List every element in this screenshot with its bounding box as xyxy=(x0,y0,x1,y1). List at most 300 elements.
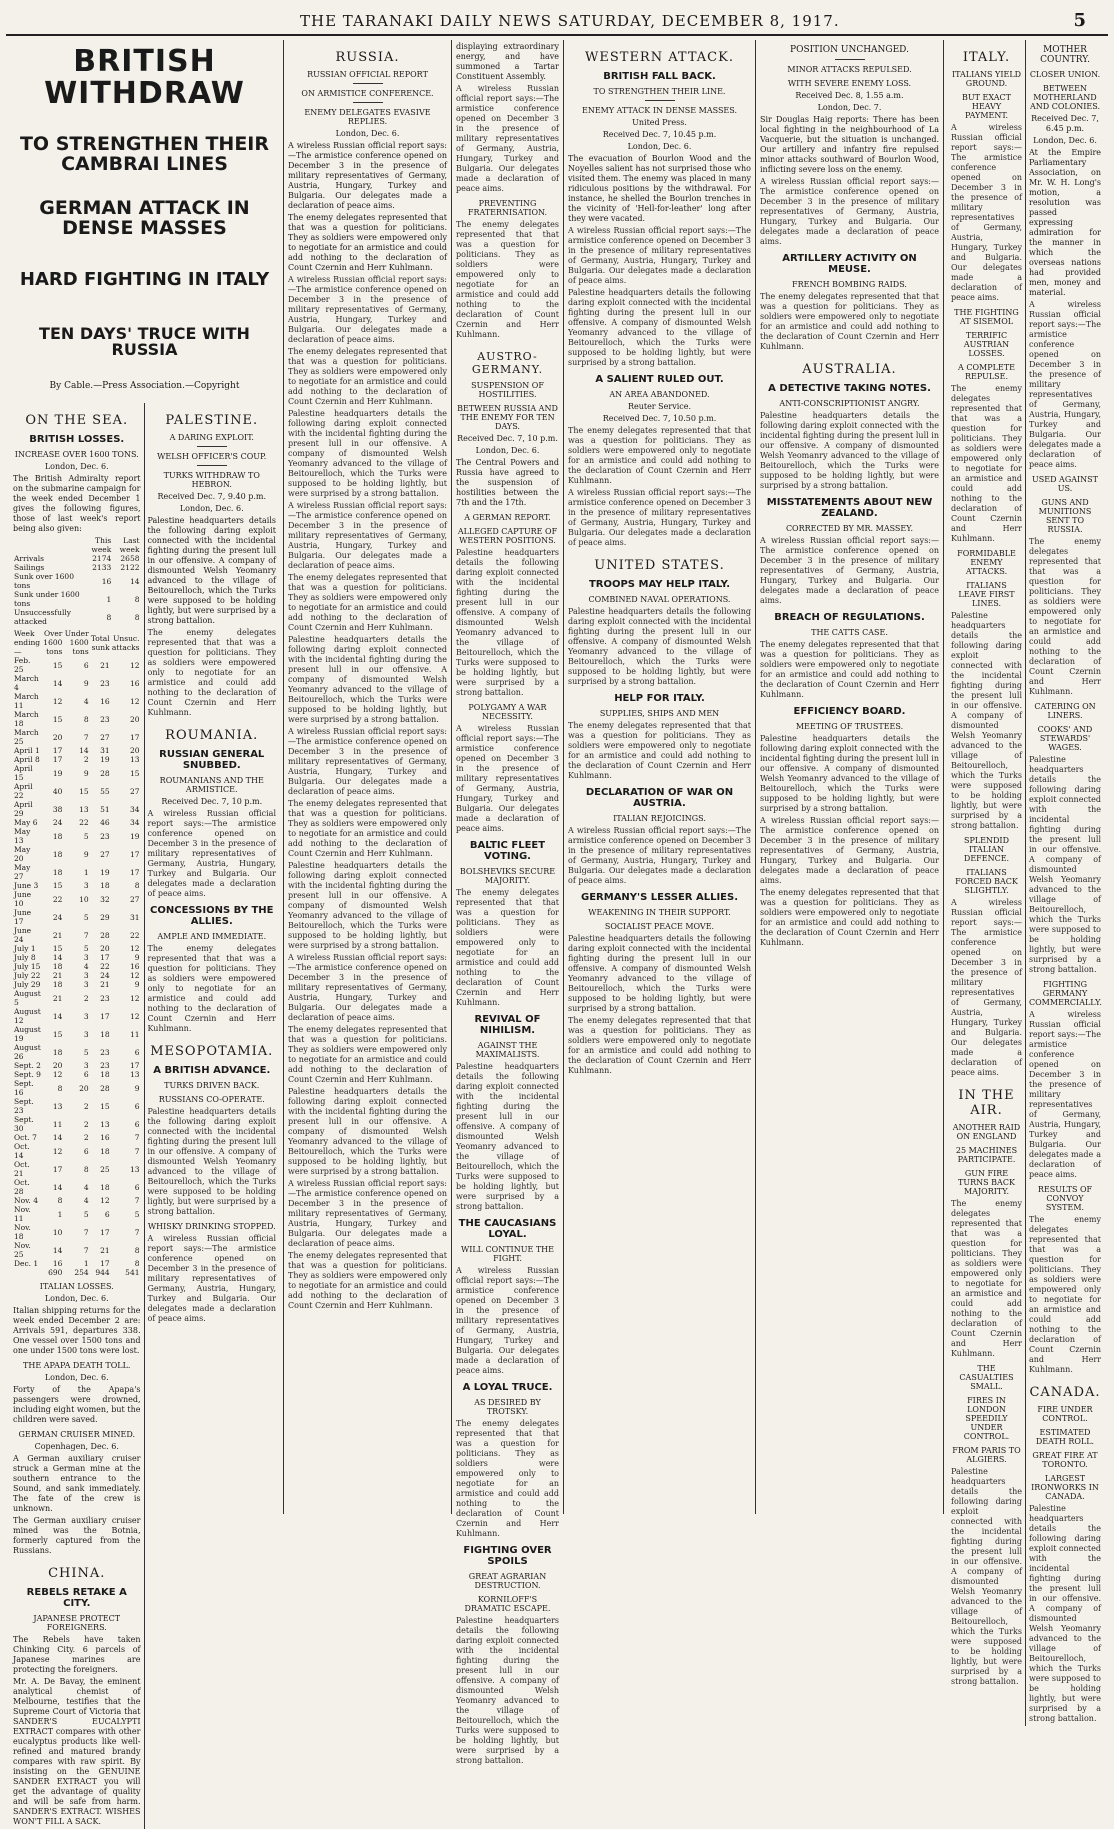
kornilof-heading: KORNILOFF'S DRAMATIC ESCAPE. xyxy=(464,1595,551,1613)
whisky-heading: WHISKY DRINKING STOPPED. xyxy=(147,1222,276,1232)
table-cell: 19 xyxy=(100,755,110,765)
breach-heading: BREACH OF REGULATIONS. xyxy=(774,612,925,623)
austro-germany-heading: AUSTRO-GERMANY. xyxy=(471,350,544,376)
received-line: Received Dec. 8, 1.55 a.m. xyxy=(795,91,904,100)
table-cell: 8 xyxy=(57,1083,63,1093)
rebels-heading: REBELS RETAKE A CITY. xyxy=(26,1587,127,1610)
dateline: London, Dec. 6. xyxy=(44,462,109,472)
article-body: The enemy delegates represented that that was a question for politicians. They as soldiers were empowered only to negotiate for an armistice and could add nothing to the declaration of Count Czernin and Herr Kuhlmann. xyxy=(288,799,447,858)
table-cell: 23 xyxy=(100,678,110,688)
welsh-heading: WELSH OFFICER'S COUP. xyxy=(157,452,267,462)
table-cell: 7 xyxy=(83,1245,89,1255)
column-2 xyxy=(284,40,452,1514)
article-body: Palestine headquarters details the following daring exploit connected with the incidental fighting during the present lull in our offensive. A company of dismounted Welsh Yeomanry advanced to the village of Beitourelloch, which the Turks were supposed to be holding lightly, but were surprised by a strong battalion. xyxy=(1029,1504,1101,1723)
conference-heading: ON ARMISTICE CONFERENCE. xyxy=(301,89,434,98)
received-line: Received Dec. 7, 10 p.m. xyxy=(161,797,263,807)
turks-back-heading: TURKS DRIVEN BACK. xyxy=(164,1081,260,1091)
table-cell: 20 xyxy=(129,746,140,756)
article-body: Palestine headquarters details the following daring exploit connected with the incidental fighting during the present lull in our offensive. A company of dismounted Welsh Yeomanry advanced to the village of Beitourelloch, which the Turks were supposed to be holding lightly, but were surprised by a strong battalion. xyxy=(568,934,751,1013)
table-cell: Sailings xyxy=(14,563,45,573)
caucasians-heading: THE CAUCASIANS LOYAL. xyxy=(458,1218,557,1240)
ten-days-heading: BETWEEN RUSSIA AND THE ENEMY FOR TEN DAYS. xyxy=(457,404,558,431)
table-row xyxy=(13,554,141,563)
enemy-attack-heading: ENEMY ATTACK IN DENSE MASSES. xyxy=(581,106,738,115)
table-cell: 7 xyxy=(134,1133,140,1143)
table-cell: 1 xyxy=(57,1209,63,1219)
table-cell: 15 xyxy=(52,1029,63,1039)
closer-heading: CLOSER UNION. xyxy=(1029,70,1101,79)
table-row xyxy=(13,1241,141,1259)
table-row xyxy=(13,728,141,746)
article-body: A wireless Russian official report says:—The armistice conference opened on December 3 in the presence of military representatives of Germany, Austria, Hungary, Turkey and Bulgaria. Our delegates made a declaration of peace aims. xyxy=(288,501,447,570)
table-cell: 8 xyxy=(83,1164,89,1174)
table-cell: Dec. 1 xyxy=(14,1259,39,1269)
table-cell: April 8 xyxy=(14,755,40,765)
corrected-heading: CORRECTED BY MR. MASSEY. xyxy=(785,524,914,533)
article-body: The enemy delegates represented that that was a question for politicians. They as soldiers were empowered only to negotiate for an armistice and could add nothing to the declaration of Count Czernin and Herr Kuhlmann. xyxy=(951,384,1022,543)
table-cell: 22 xyxy=(52,894,63,904)
loyal-truce-heading: A LOYAL TRUCE. xyxy=(462,1382,553,1393)
table-cell: 32 xyxy=(100,894,110,904)
table-cell: 28 xyxy=(100,1083,110,1093)
table-cell: Feb. 25 xyxy=(14,656,31,675)
table-cell: 23 xyxy=(100,714,110,724)
table-cell: 31 xyxy=(129,912,140,922)
table-cell: Oct. 14 xyxy=(14,1142,30,1161)
severe-heading: WITH SEVERE ENEMY LOSS. xyxy=(787,79,912,88)
table-cell: 9 xyxy=(134,1083,140,1093)
salient-heading: A SALIENT RULED OUT. xyxy=(595,374,724,385)
table-cell: Sept. 16 xyxy=(14,1079,34,1098)
column-1 xyxy=(6,40,284,1827)
position-body: Sir Douglas Haig reports: There has been local fighting in the neighbourhood of La Vacquerie, but the situation is unchanged. Our artillery and infantry fire repulsed minor attacks southward of Bourlon Wood, inflicting severe loss on the enemy. xyxy=(760,115,939,174)
article-body: A wireless Russian official report says:—The armistice conference opened on December 3 in the presence of military representatives of Germany, Austria, Hungary, Turkey and Bulgaria. Our delegates made a declaration of peace aims. xyxy=(147,1234,276,1324)
table-header-cell: This week xyxy=(91,536,112,555)
column-3 xyxy=(452,40,564,1765)
table-row xyxy=(13,1205,141,1223)
table-cell: July 1 xyxy=(14,944,36,954)
article-body: Palestine headquarters details the following daring exploit connected with the incidental fighting during the present lull in our offensive. A company of dismounted Welsh Yeomanry advanced to the village of Beitourelloch, which the Turks were supposed to be holding lightly, but were surprised by a strong battalion. xyxy=(760,411,939,490)
article-body: A wireless Russian official report says:—The armistice conference opened on December 3 in the presence of military representatives of Germany, Austria, Hungary, Turkey and Bulgaria. Our delegates made a declaration of peace aims. xyxy=(760,816,939,885)
table-cell: 15 xyxy=(100,1101,110,1111)
agrarian-heading: GREAT AGRARIAN DESTRUCTION. xyxy=(468,1572,547,1590)
table-cell: 2174 xyxy=(92,554,112,564)
article-body: Palestine headquarters details the following daring exploit connected with the incidental fighting during the present lull in our offensive. A company of dismounted Welsh Yeomanry advanced to the village of Beitourelloch, which the Turks were supposed to be holding lightly, but were surprised by a strong battalion. xyxy=(288,1087,447,1176)
table-cell: 12 xyxy=(129,944,140,954)
table-row xyxy=(13,710,141,728)
table-cell: April 1 xyxy=(14,746,40,756)
banner-headline-4: HARD FIGHTING IN ITALY xyxy=(19,268,270,290)
table-cell: 24 xyxy=(52,912,63,922)
bolsheviks-heading: BOLSHEVIKS SECURE MAJORITY. xyxy=(459,867,556,885)
table-cell: August 26 xyxy=(14,1043,41,1062)
losses-heading: BRITISH LOSSES. xyxy=(29,434,125,446)
table-cell: 23 xyxy=(100,1047,110,1057)
table-cell: 8 xyxy=(134,1245,140,1255)
meeting-heading: MEETING OF TRUSTEES. xyxy=(795,722,904,731)
table-cell: 7 xyxy=(134,1146,140,1156)
table-cell: 5 xyxy=(134,1209,140,1219)
table-cell: 21 xyxy=(100,660,110,670)
abandoned-heading: AN AREA ABANDONED. xyxy=(609,390,710,399)
table-cell: 8 xyxy=(106,612,112,622)
article-body: A wireless Russian official report says:—The armistice conference opened on December 3 in the presence of military representatives of Germany, Austria, Hungary, Turkey and Bulgaria. Our delegates made a declaration of peace aims. xyxy=(951,898,1022,1077)
russia-heading: RUSSIA. xyxy=(335,50,400,65)
used-heading: USED AGAINST US. xyxy=(1032,475,1098,493)
table-cell: Oct. 21 xyxy=(14,1160,30,1179)
great-fire-heading: GREAT FIRE AT TORONTO. xyxy=(1032,1451,1098,1469)
russian-report-heading: RUSSIAN OFFICIAL REPORT xyxy=(307,70,428,79)
table-cell: 21 xyxy=(52,971,63,981)
table-cell: 6 xyxy=(134,1101,140,1111)
german-report-heading: A GERMAN REPORT. xyxy=(464,513,551,522)
table-header-cell: Total sunk xyxy=(90,633,110,652)
table-cell: 6 xyxy=(83,1070,89,1080)
losses-subheading: INCREASE OVER 1600 TONS. xyxy=(14,450,139,460)
italy-section xyxy=(948,40,1026,1726)
article-body: Palestine headquarters details the following daring exploit connected with the incidental fighting during the present lull in our offensive. A company of dismounted Welsh Yeomanry advanced to the village of Beitourelloch, which the Turks were supposed to be holding lightly, but were surprised by a strong battalion. xyxy=(951,1467,1022,1686)
table-cell: 15 xyxy=(129,768,140,778)
table-cell: 31 xyxy=(100,746,110,756)
table-cell: Unsuccessfully attacked xyxy=(14,608,72,627)
table-cell: 22 xyxy=(79,818,89,828)
table-row xyxy=(13,563,141,572)
apapa-body: Forty of the Apapa's passengers were drowned, including eight women, but the children were saved. xyxy=(13,1385,141,1425)
table-cell: 28 xyxy=(100,930,110,940)
table-cell: 2 xyxy=(83,1119,89,1129)
position-heading: POSITION UNCHANGED. xyxy=(790,45,909,55)
table-row xyxy=(13,746,141,755)
article-body: A wireless Russian official report says:—The armistice conference opened on December 3 in the presence of military representatives of Germany, Austria, Hungary, Turkey and Bulgaria. Our delegates made a declaration of peace aims. xyxy=(568,488,751,547)
table-cell: 9 xyxy=(134,953,140,963)
table-cell: 1 xyxy=(83,867,89,877)
china-heading: CHINA. xyxy=(48,1566,106,1582)
trotsky-heading: AS DESIRED BY TROTSKY. xyxy=(474,1398,541,1416)
table-cell: June 24 xyxy=(14,926,32,945)
table-cell: 690 xyxy=(48,1268,63,1278)
western-body: The evacuation of Bourlon Wood and the Noyelles salient has not surprised those who visited them. The enemy was placed in many ridiculous positions by the withdrawal. For instance, he shelled the Bourlon trenches in the vicinity of 'Hell-for-leather' long after they were vacated. xyxy=(568,154,751,223)
article-body: A wireless Russian official report says:—The armistice conference opened on December 3 in the presence of military representatives of Germany, Austria, Hungary, Turkey and Bulgaria. Our delegates made a declaration of peace aims. xyxy=(568,226,751,285)
table-row xyxy=(13,827,141,845)
lesser-allies-heading: GERMANY'S LESSER ALLIES. xyxy=(581,892,738,903)
table-cell: 14 xyxy=(79,746,89,756)
table-cell: 8 xyxy=(83,714,89,724)
article-body: Palestine headquarters details the following daring exploit connected with the incidental fighting during the present lull in our offensive. A company of dismounted Welsh Yeomanry advanced to the village of Beitourelloch, which the Turks were supposed to be holding lightly, but were surprised by a strong battalion. xyxy=(456,1062,559,1211)
masthead-rule xyxy=(6,34,1108,36)
article-body: Palestine headquarters details the following daring exploit connected with the incidental fighting during the present lull in our offensive. A company of dismounted Welsh Yeomanry advanced to the village of Beitourelloch, which the Turks were supposed to be holding lightly, but were surprised by a strong battalion. xyxy=(147,1107,276,1217)
suspension-heading: SUSPENSION OF HOSTILITIES. xyxy=(471,381,544,399)
death-roll-heading: ESTIMATED DEATH ROLL. xyxy=(1035,1428,1095,1446)
table-cell: Sept. 9 xyxy=(14,1070,41,1080)
received-line: Received Dec. 7, 9.40 p.m. xyxy=(157,492,266,502)
table-row xyxy=(13,1025,141,1043)
table-cell: 15 xyxy=(52,881,63,891)
article-body: A wireless Russian official report says:—The armistice conference opened on December 3 in the presence of military representatives of Germany, Austria, Hungary, Turkey and Bulgaria. Our delegates made a declaration of peace aims. xyxy=(288,953,447,1022)
dateline: London, Dec. 6. xyxy=(179,504,244,514)
western-heading: WESTERN ATTACK. xyxy=(585,50,734,65)
table-cell: 17 xyxy=(100,1259,110,1269)
united-press: United Press. xyxy=(632,118,687,127)
table-cell: 21 xyxy=(100,980,110,990)
weekly-table xyxy=(13,629,141,1277)
table-cell: 21 xyxy=(52,993,63,1003)
table-row xyxy=(13,908,141,926)
table-row xyxy=(13,818,141,827)
article-body: A wireless Russian official report says:—The armistice conference opened on December 3 in the presence of military representatives of Germany, Austria, Hungary, Turkey and Bulgaria. Our delegates made a declaration of peace aims. xyxy=(288,727,447,796)
japanese-heading: JAPANESE PROTECT FOREIGNERS. xyxy=(33,1614,121,1633)
table-row xyxy=(13,782,141,800)
article-body: The enemy delegates represented that that was a question for politicians. They as soldiers were empowered only to negotiate for an armistice and could add nothing to the declaration of Count Czernin and Herr Kuhlmann. xyxy=(568,721,751,780)
table-cell: 7 xyxy=(134,1227,140,1237)
received-line: Received Dec. 7, 10 p.m. xyxy=(457,434,558,443)
table-cell: 14 xyxy=(52,1011,63,1021)
table-cell: Nov. 18 xyxy=(14,1223,31,1242)
table-cell: May 27 xyxy=(14,863,31,882)
table-cell: 15 xyxy=(79,786,89,796)
article-body: Palestine headquarters details the following daring exploit connected with the incidental fighting during the present lull in our offensive. A company of dismounted Welsh Yeomanry advanced to the village of Beitourelloch, which the Turks were supposed to be holding lightly, but were surprised by a strong battalion. xyxy=(288,409,447,498)
table-cell: May 20 xyxy=(14,845,31,864)
table-cell: 18 xyxy=(100,1182,110,1192)
table-cell: 4 xyxy=(83,962,89,972)
article-body: The enemy delegates represented that that was a question for politicians. They as soldiers were empowered only to negotiate for an armistice and could add nothing to the declaration of Count Czernin and Herr Kuhlmann. xyxy=(1029,1215,1101,1374)
table-cell: 21 xyxy=(52,930,63,940)
article-body: A wireless Russian official report says:—The armistice conference opened on December 3 in the presence of military representatives of Germany, Austria, Hungary, Turkey and Bulgaria. Our delegates made a declaration of peace aims. xyxy=(456,1266,559,1375)
italy-heading: ITALY. xyxy=(962,50,1011,65)
russia-body-1: A wireless Russian official report says:—The armistice conference opened on December 3 in the presence of military representatives of Germany, Austria, Hungary, Turkey and Bulgaria. Our delegates made a declaration of peace aims. xyxy=(288,141,447,210)
table-row xyxy=(13,674,141,692)
table-cell: 17 xyxy=(100,1011,110,1021)
table-header-cell: Under 1600 tons xyxy=(64,629,89,657)
russians-coop-heading: RUSSIANS CO-OPERATE. xyxy=(158,1095,265,1105)
dateline: Copenhagen, Dec. 6. xyxy=(34,1442,119,1452)
article-body: A wireless Russian official report says:—The armistice conference opened on December 3 in the presence of military representatives of Germany, Austria, Hungary, Turkey and Bulgaria. Our delegates made a declaration of peace aims. xyxy=(568,826,751,885)
table-cell: 20 xyxy=(52,732,63,742)
article-body: A wireless Russian official report says:—The armistice conference opened on December 3 in the presence of military representatives of Germany, Austria, Hungary, Turkey and Bulgaria. Our delegates made a declaration of peace aims. xyxy=(1029,300,1101,469)
table-cell: 18 xyxy=(100,1029,110,1039)
table-cell: 23 xyxy=(100,1061,110,1071)
article-body: A wireless Russian official report says:—The armistice conference opened on December 3 in the presence of military representatives of Germany, Austria, Hungary, Turkey and Bulgaria. Our delegates made a declaration of peace aims. xyxy=(288,1179,447,1248)
table-cell: July 22 xyxy=(14,971,41,981)
table-cell: 3 xyxy=(83,881,89,891)
table-row xyxy=(13,926,141,944)
table-cell: Sunk over 1600 tons xyxy=(14,572,74,591)
between-heading: BETWEEN MOTHERLAND AND COLONIES. xyxy=(1029,84,1101,111)
german-cruiser-heading: GERMAN CRUISER MINED. xyxy=(18,1430,136,1440)
repulse-heading: A COMPLETE REPULSE. xyxy=(958,363,1015,381)
table-cell: 2 xyxy=(83,755,89,765)
evasive-heading: ENEMY DELEGATES EVASIVE REPLIES. xyxy=(304,108,431,126)
article-body: The enemy delegates represented that that was a question for politicians. They as soldiers were empowered only to negotiate for an armistice and could add nothing to the declaration of Count Czernin and Herr Kuhlmann. xyxy=(288,1025,447,1084)
banner-headline-3: GERMAN ATTACK IN DENSE MASSES xyxy=(39,196,250,239)
table-cell: Nov. 25 xyxy=(14,1241,31,1260)
table-header-cell xyxy=(13,536,84,554)
article-body: Palestine headquarters details the following daring exploit connected with the incidental fighting during the present lull in our offensive. A company of dismounted Welsh Yeomanry advanced to the village of Beitourelloch, which the Turks were supposed to be holding lightly, but were surprised by a strong battalion. xyxy=(760,734,939,813)
table-cell: 9 xyxy=(134,980,140,990)
table-cell: 3 xyxy=(83,1011,89,1021)
table-row xyxy=(13,1079,141,1097)
article-body: The enemy delegates represented that that was a question for politicians. They as soldiers were empowered only to negotiate for an armistice and could add nothing to the declaration of Count Czernin and Herr Kuhlmann. xyxy=(147,944,276,1034)
table-cell: 40 xyxy=(52,786,63,796)
table-cell: 27 xyxy=(100,732,110,742)
continue-heading: WILL CONTINUE THE FIGHT. xyxy=(460,1245,554,1263)
table-cell: April 22 xyxy=(14,782,33,801)
table-cell: 7 xyxy=(83,1227,89,1237)
article-body: The enemy delegates represented that that was a question for politicians. They as soldiers were empowered only to negotiate for an armistice and could add nothing to the declaration of Count Czernin and Herr Kuhlmann. xyxy=(147,628,276,718)
anticonscription-heading: ANTI-CONSCRIPTIONIST ANGRY. xyxy=(779,399,920,408)
table-cell: 11 xyxy=(52,1119,63,1129)
table-row xyxy=(13,989,141,1007)
table-row xyxy=(13,656,141,674)
table-cell: 6 xyxy=(134,1182,140,1192)
table-cell: 541 xyxy=(125,1268,140,1278)
article-body: The enemy delegates represented that that was a question for politicians. They as soldiers were empowered only to negotiate for an armistice and could add nothing to the declaration of Count Czernin and Herr Kuhlmann. xyxy=(1029,537,1101,696)
table-cell: 3 xyxy=(83,980,89,990)
table-cell: 13 xyxy=(129,1164,140,1174)
table-cell: 23 xyxy=(100,831,110,841)
table-row xyxy=(13,1196,141,1205)
minor-heading: MINOR ATTACKS REPULSED. xyxy=(787,65,912,74)
supplies-heading: SUPPLIES, SHIPS AND MEN xyxy=(599,709,720,718)
table-cell: 3 xyxy=(83,1061,89,1071)
canada-heading: CANADA. xyxy=(1029,1385,1101,1400)
table-cell: 38 xyxy=(52,804,63,814)
sea-heading: ON THE SEA. xyxy=(25,413,129,429)
table-row xyxy=(13,953,141,962)
table-cell: 8 xyxy=(134,1259,140,1269)
table-cell: 12 xyxy=(129,696,140,706)
article-body: The enemy delegates represented that that was a question for politicians. They as soldiers were empowered only to negotiate for an armistice and could add nothing to the declaration of Count Czernin and Herr Kuhlmann. xyxy=(760,292,939,351)
table-cell: Sept. 23 xyxy=(14,1097,34,1116)
table-cell: April 15 xyxy=(14,764,33,783)
table-row xyxy=(13,590,141,608)
masthead xyxy=(0,0,1114,36)
table-cell: 2122 xyxy=(120,563,140,573)
table-cell xyxy=(13,1268,42,1277)
table-cell: 4 xyxy=(83,1196,89,1206)
table-cell: 25 xyxy=(100,1164,110,1174)
table-cell: 16 xyxy=(129,962,140,972)
bombing-heading: FRENCH BOMBING RAIDS. xyxy=(792,280,907,289)
article-body: The enemy delegates represented that that was a question for politicians. They as soldiers were empowered only to negotiate for an armistice and could add nothing to the declaration of Count Czernin and Herr Kuhlmann. xyxy=(456,1419,559,1538)
catering-heading: CATERING ON LINERS. xyxy=(1034,702,1096,720)
table-cell: 18 xyxy=(52,849,63,859)
table-cell: June 3 xyxy=(14,881,39,891)
declaration-heading: DECLARATION OF WAR ON AUSTRIA. xyxy=(585,787,734,809)
fire-heading: FIRE UNDER CONTROL. xyxy=(1037,1405,1093,1423)
table-cell: 12 xyxy=(129,1011,140,1021)
article-body: The enemy delegates represented that that was a question for politicians. They as soldiers were empowered only to negotiate for an armistice and could add nothing to the declaration of Count Czernin and Herr Kuhlmann. xyxy=(568,426,751,485)
catts-heading: THE CATTS CASE. xyxy=(811,628,888,637)
table-cell: 18 xyxy=(52,980,63,990)
table-cell: 17 xyxy=(129,732,140,742)
sea-section xyxy=(10,403,145,1829)
snubbed-heading: RUSSIAN GENERAL SNUBBED. xyxy=(159,749,265,772)
table-cell: 20 xyxy=(100,944,110,954)
table-cell: 16 xyxy=(100,696,110,706)
combined-heading: COMBINED NAVAL OPERATIONS. xyxy=(588,595,731,604)
table-cell: 8 xyxy=(134,881,140,891)
gunfire-heading: GUN FIRE TURNS BACK MAJORITY. xyxy=(958,1169,1015,1196)
polygamy-heading: POLYGAMY A WAR NECESSITY. xyxy=(468,703,547,721)
table-cell: 18 xyxy=(52,831,63,841)
table-cell: August 12 xyxy=(14,1007,41,1026)
table-cell: 19 xyxy=(100,867,110,877)
divider xyxy=(835,59,865,60)
table-cell: 28 xyxy=(100,768,110,778)
table-cell: 22 xyxy=(129,930,140,940)
table-cell: Nov. 11 xyxy=(14,1205,31,1224)
machines-heading: 25 MACHINES PARTICIPATE. xyxy=(955,1146,1018,1164)
table-row xyxy=(13,863,141,881)
table-cell: 944 xyxy=(95,1268,110,1278)
table-cell: March 11 xyxy=(14,692,39,711)
table-cell: 14 xyxy=(52,1245,63,1255)
table-cell: 5 xyxy=(83,1209,89,1219)
turks-heading: TURKS WITHDRAW TO HEBRON. xyxy=(163,471,260,490)
preventing-heading: PREVENTING FRATERNISATION. xyxy=(467,199,548,217)
table-cell: 34 xyxy=(129,818,140,828)
article-body: The enemy delegates represented that that was a question for politicians. They as soldiers were empowered only to negotiate for an armistice and could add nothing to the declaration of Count Czernin and Herr Kuhlmann. xyxy=(456,888,559,1007)
ironworks-heading: LARGEST IRONWORKS IN CANADA. xyxy=(1031,1474,1099,1501)
divider xyxy=(645,100,675,101)
table-cell: 6 xyxy=(83,1146,89,1156)
table-cell: 12 xyxy=(52,1070,63,1080)
table-cell: 12 xyxy=(52,696,63,706)
col3-body-2: The Central Powers and Russia have agreed to the suspension of hostilities between the 7th and the 17th. xyxy=(456,458,559,507)
table-cell: July 8 xyxy=(14,953,36,963)
table-cell: August 19 xyxy=(14,1025,41,1044)
banner-headline-2: TO STRENGTHEN THEIR CAMBRAI LINES xyxy=(19,133,270,175)
table-cell: Sept. 2 xyxy=(14,1061,41,1071)
table-cell: 2 xyxy=(83,1133,89,1143)
table-cell: 5 xyxy=(83,831,89,841)
table-cell: April 29 xyxy=(14,800,33,819)
table-cell: 16 xyxy=(100,1133,110,1143)
article-body: Palestine headquarters details the following daring exploit connected with the incidental fighting during the present lull in our offensive. A company of dismounted Welsh Yeomanry advanced to the village of Beitourelloch, which the Turks were supposed to be holding lightly, but were surprised by a strong battalion. xyxy=(1029,755,1101,974)
table-cell: 14 xyxy=(52,1182,63,1192)
article-body: The enemy delegates represented that that was a question for politicians. They as soldiers were empowered only to negotiate for an armistice and could add nothing to the declaration of Count Czernin and Herr Kuhlmann. xyxy=(288,573,447,632)
cooks-heading: COOKS' AND STEWARDS' WAGES. xyxy=(1037,725,1093,752)
article-body: The enemy delegates represented that that was a question for politicians. They as soldiers were empowered only to negotiate for an armistice and could add nothing to the declaration of Count Czernin and Herr Kuhlmann. xyxy=(760,640,939,699)
table-row xyxy=(13,1007,141,1025)
table-cell: 51 xyxy=(100,804,110,814)
palestine-section xyxy=(145,403,280,1829)
table-cell: 17 xyxy=(52,746,63,756)
table-cell: 12 xyxy=(52,1146,63,1156)
table-cell: 16 xyxy=(101,576,112,586)
first-lines-heading: ITALIANS LEAVE FIRST LINES. xyxy=(958,581,1015,608)
table-row xyxy=(13,1223,141,1241)
table-row xyxy=(13,572,141,590)
article-body: A wireless Russian official report says:—The armistice conference opened on December 3 in the presence of military representatives of Germany, Austria, Hungary, Turkey and Bulgaria. Our delegates made a declaration of peace aims. xyxy=(1029,1010,1101,1179)
article-body: The enemy delegates represented that that was a question for politicians. They as soldiers were empowered only to negotiate for an armistice and could add nothing to the declaration of Count Czernin and Herr Kuhlmann. xyxy=(760,888,939,947)
table-row xyxy=(13,881,141,890)
spoils-heading: FIGHTING OVER SPOILS xyxy=(463,1545,552,1567)
table-cell: 14 xyxy=(52,1133,63,1143)
table-cell: 15 xyxy=(52,944,63,954)
german-cruiser-body: A German auxiliary cruiser struck a German mine at the southern entrance to the Sound, and sank immediately. The fate of the crew is unknown. xyxy=(13,1454,141,1514)
col6-split xyxy=(948,40,1104,1726)
results-heading: RESULTS OF CONVOY SYSTEM. xyxy=(1037,1185,1093,1212)
table-cell: 17 xyxy=(100,1227,110,1237)
table-cell: 22 xyxy=(100,962,110,972)
table-cell: 3 xyxy=(83,971,89,981)
dateline: London, Dec. 6. xyxy=(475,446,540,455)
article-body: The enemy delegates represented that that was a question for politicians. They as soldiers were empowered only to negotiate for an armistice and could add nothing to the declaration of Count Czernin and Herr Kuhlmann. xyxy=(951,1199,1022,1358)
table-row xyxy=(13,1043,141,1061)
table-cell: 7 xyxy=(134,1196,140,1206)
table-cell: 1 xyxy=(83,1259,89,1269)
